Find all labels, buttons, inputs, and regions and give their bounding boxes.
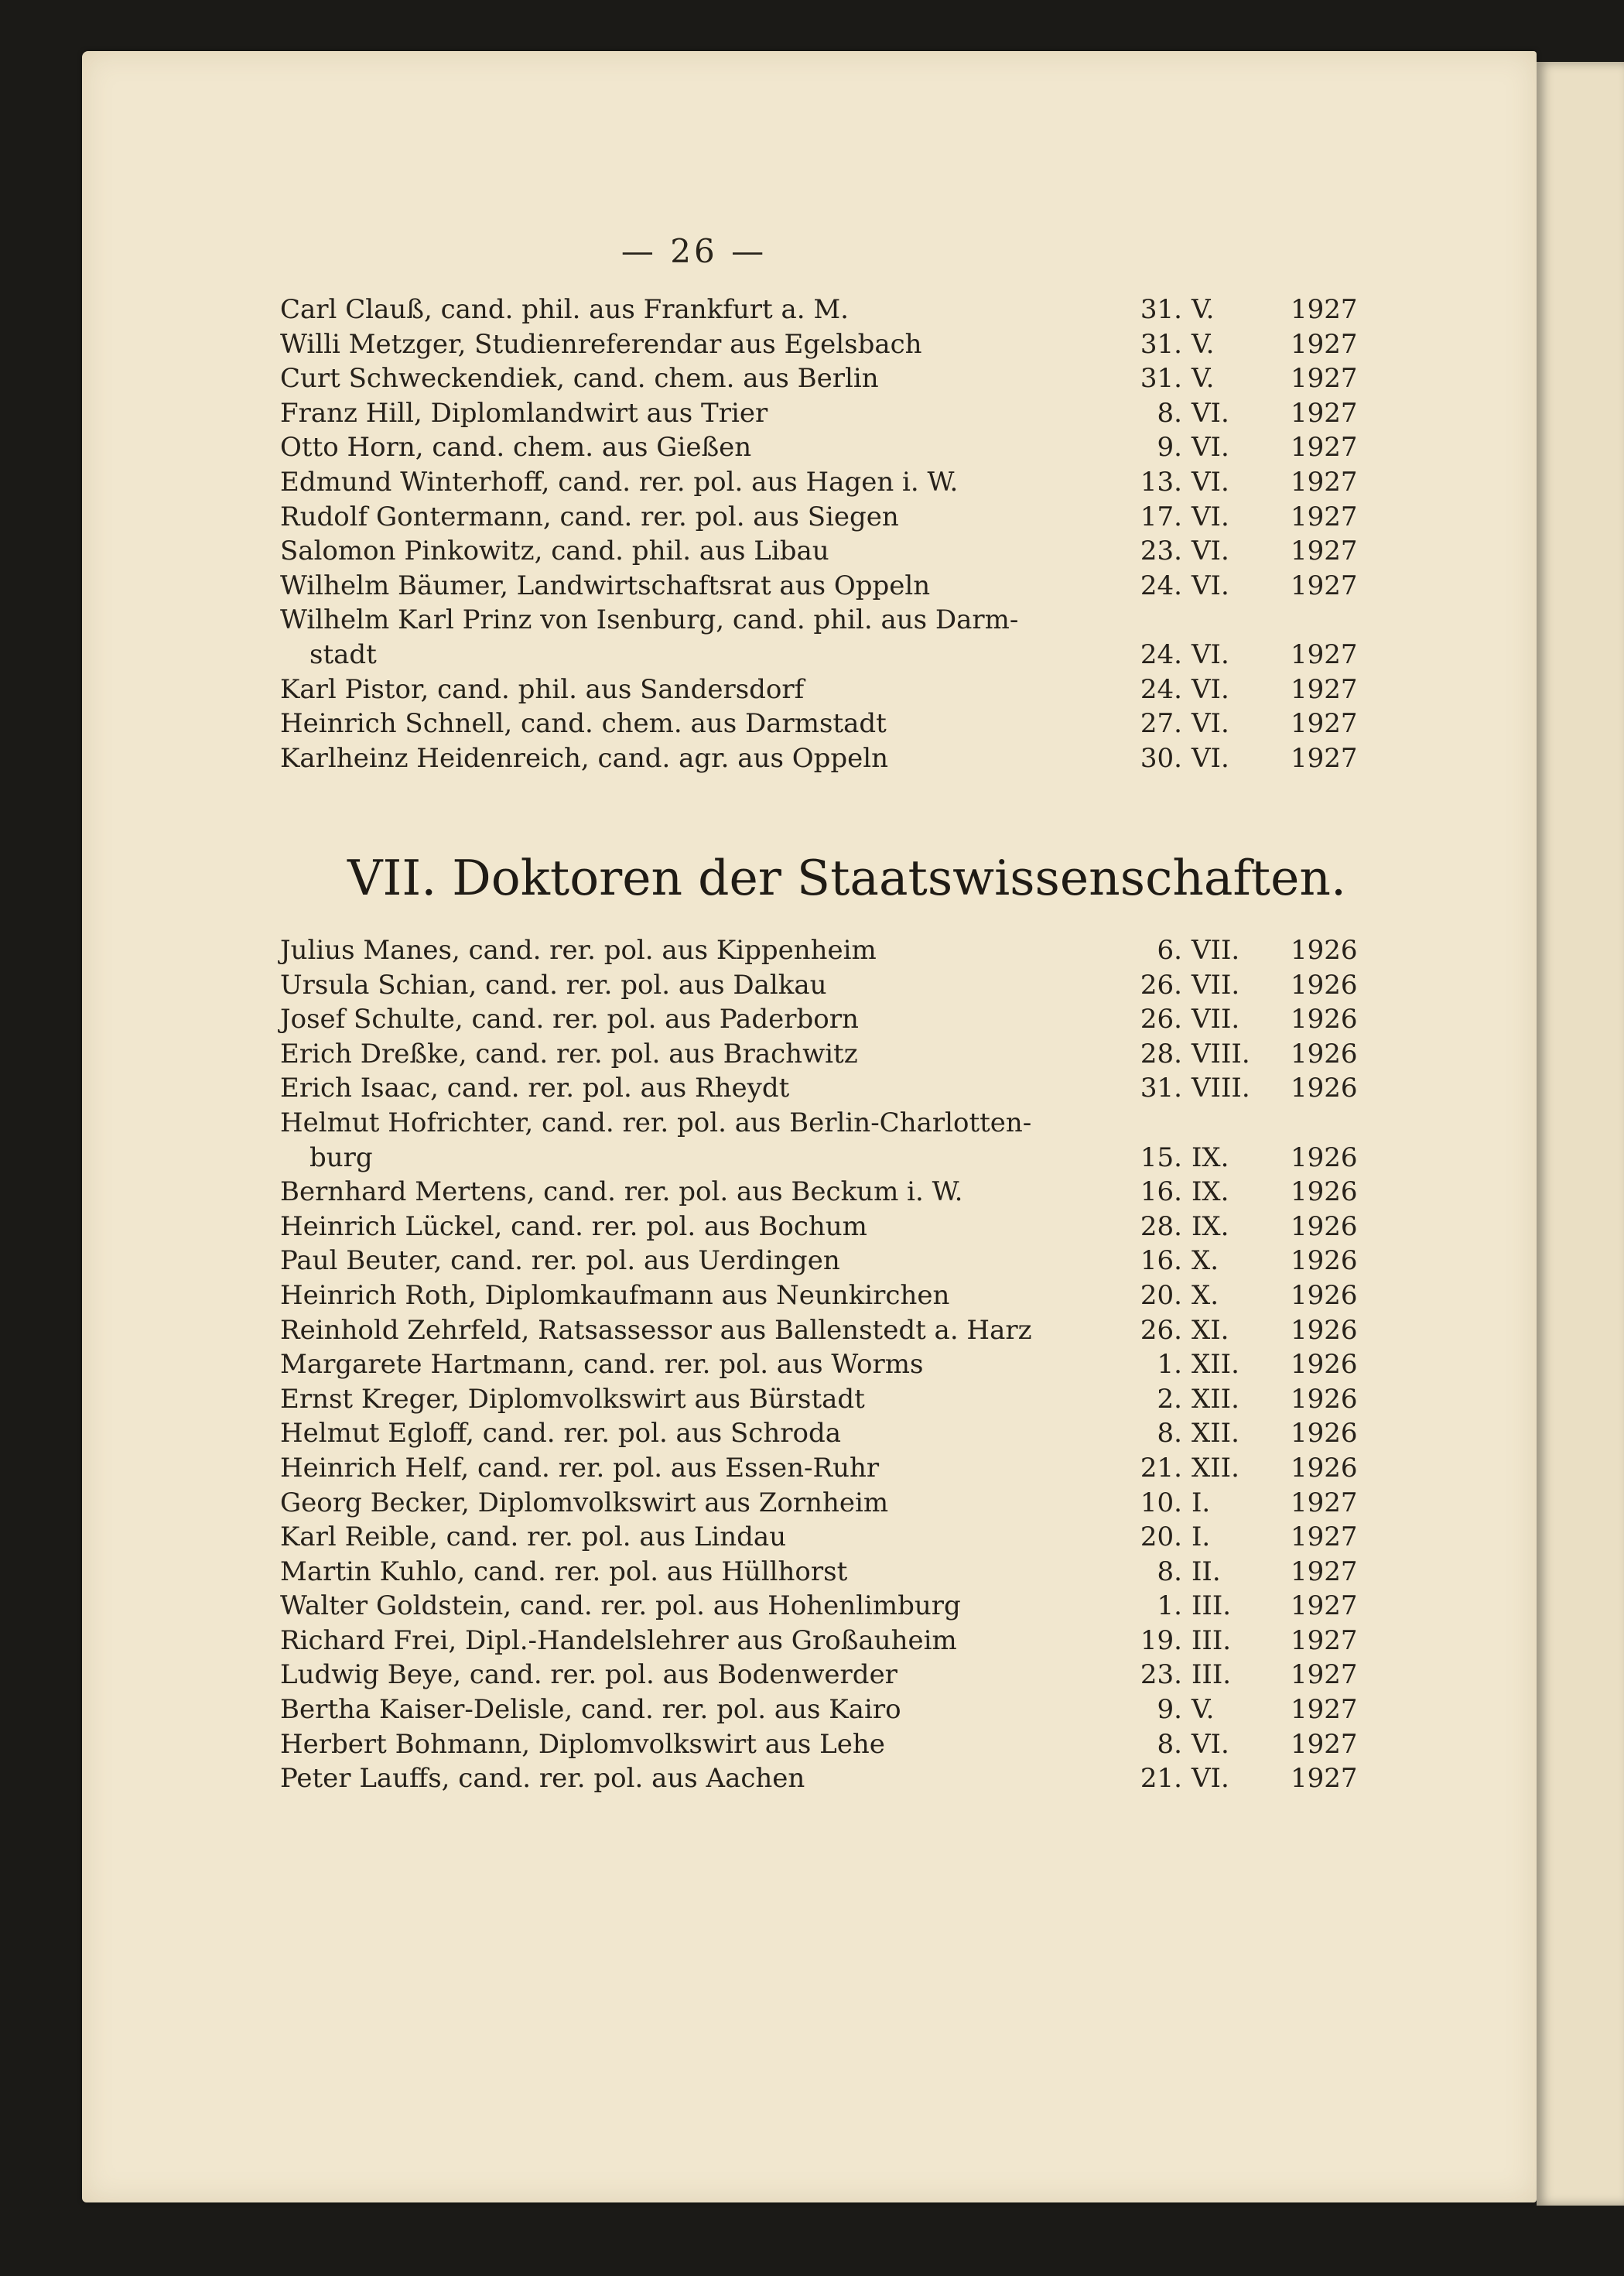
list-item bbox=[280, 500, 1358, 535]
entry-day: 24. bbox=[1140, 638, 1182, 670]
entry-name: Richard Frei, Dipl.-Handelslehrer aus Großauheim bbox=[280, 1624, 957, 1656]
entry-name: Erich Dreßke, cand. rer. pol. aus Brachwitz bbox=[280, 1038, 858, 1070]
entry-month: VI. bbox=[1192, 673, 1229, 705]
entry-month: IX. bbox=[1192, 1141, 1229, 1173]
entry-month: VI. bbox=[1192, 1728, 1229, 1760]
entry-name: Heinrich Helf, cand. rer. pol. aus Essen-Ruhr bbox=[280, 1452, 880, 1484]
entry-day: 8. bbox=[1157, 1418, 1182, 1449]
entry-day: 23. bbox=[1140, 536, 1182, 567]
entry-name: Karlheinz Heidenreich, cand. agr. aus Oppeln bbox=[280, 742, 889, 774]
entry-month: I. bbox=[1192, 1521, 1211, 1553]
entry-month: VI. bbox=[1192, 397, 1229, 429]
list-item bbox=[280, 1451, 1358, 1486]
entry-month: VIII. bbox=[1192, 1038, 1250, 1070]
entry-name: Carl Clauß, cand. phil. aus Frankfurt a. M. bbox=[280, 294, 849, 325]
entry-name: Heinrich Schnell, cand. chem. aus Darmstadt bbox=[280, 708, 887, 740]
list-item bbox=[280, 430, 1358, 465]
list-item bbox=[280, 293, 1358, 327]
entry-year: 1926 bbox=[1291, 1004, 1358, 1035]
entry-name: Martin Kuhlo, cand. rer. pol. aus Hüllhorst bbox=[280, 1556, 848, 1587]
list-item bbox=[280, 968, 1358, 1003]
entry-year: 1926 bbox=[1291, 1038, 1358, 1070]
entry-name: burg bbox=[309, 1141, 373, 1173]
entry-name: Heinrich Lückel, cand. rer. pol. aus Bochum bbox=[280, 1210, 867, 1242]
entry-year: 1926 bbox=[1291, 1141, 1358, 1173]
entry-name: Helmut Egloff, cand. rer. pol. aus Schroda bbox=[280, 1418, 841, 1449]
entry-month: III. bbox=[1192, 1624, 1232, 1656]
entry-year: 1927 bbox=[1291, 1590, 1358, 1622]
entry-name: Karl Pistor, cand. phil. aus Sandersdorf bbox=[280, 673, 805, 705]
entry-month: V. bbox=[1192, 1694, 1215, 1726]
entry-year: 1926 bbox=[1291, 1210, 1358, 1242]
list-item bbox=[280, 1071, 1358, 1106]
entry-day: 21. bbox=[1140, 1452, 1182, 1484]
entry-year: 1927 bbox=[1291, 708, 1358, 740]
entry-month: V. bbox=[1192, 363, 1215, 395]
entry-day: 24. bbox=[1140, 570, 1182, 601]
list-item bbox=[280, 361, 1358, 396]
entry-day: 17. bbox=[1140, 501, 1182, 532]
entry-year: 1927 bbox=[1291, 742, 1358, 774]
list-item bbox=[280, 1692, 1358, 1727]
entry-name: Paul Beuter, cand. rer. pol. aus Uerdingen bbox=[280, 1245, 840, 1277]
entry-month: I. bbox=[1192, 1487, 1211, 1518]
list-item bbox=[280, 673, 1358, 707]
list-item bbox=[280, 1624, 1358, 1658]
entry-name: Wilhelm Bäumer, Landwirtschaftsrat aus Oppeln bbox=[280, 570, 931, 601]
entry-day: 16. bbox=[1140, 1245, 1182, 1277]
entry-day: 6. bbox=[1157, 935, 1182, 966]
list-item bbox=[280, 1037, 1358, 1072]
entry-year: 1927 bbox=[1291, 432, 1358, 464]
list-item bbox=[280, 1313, 1358, 1348]
entry-year: 1926 bbox=[1291, 935, 1358, 966]
entry-name: Curt Schweckendiek, cand. chem. aus Berlin bbox=[280, 363, 879, 395]
entry-day: 9. bbox=[1157, 1694, 1182, 1726]
entry-day: 31. bbox=[1140, 1073, 1182, 1104]
entry-month: III. bbox=[1192, 1590, 1232, 1622]
entry-year: 1926 bbox=[1291, 1176, 1358, 1208]
entry-name: Margarete Hartmann, cand. rer. pol. aus Worms bbox=[280, 1349, 924, 1381]
list-item bbox=[280, 933, 1358, 968]
entry-month: VI. bbox=[1192, 570, 1229, 601]
entry-month: VIII. bbox=[1192, 1073, 1250, 1104]
entry-day: 26. bbox=[1140, 969, 1182, 1001]
entry-day: 20. bbox=[1140, 1279, 1182, 1311]
entry-day: 2. bbox=[1157, 1383, 1182, 1415]
list-item bbox=[280, 1382, 1358, 1417]
entry-year: 1926 bbox=[1291, 1073, 1358, 1104]
list-item bbox=[280, 1106, 1348, 1141]
entry-name: Ursula Schian, cand. rer. pol. aus Dalkau bbox=[280, 969, 827, 1001]
section-heading bbox=[0, 850, 1624, 906]
list-item bbox=[280, 1141, 1358, 1176]
list-item bbox=[280, 1278, 1358, 1313]
entry-day: 8. bbox=[1157, 1728, 1182, 1760]
entry-name: Bertha Kaiser-Delisle, cand. rer. pol. aus Kairo bbox=[280, 1694, 901, 1726]
list-item bbox=[280, 1727, 1358, 1762]
entry-day: 26. bbox=[1140, 1004, 1182, 1035]
list-item bbox=[280, 1347, 1358, 1382]
list-item bbox=[280, 569, 1358, 604]
entry-name: Franz Hill, Diplomlandwirt aus Trier bbox=[280, 397, 768, 429]
list-item bbox=[280, 603, 1348, 638]
entry-day: 9. bbox=[1157, 432, 1182, 464]
entry-month: XII. bbox=[1192, 1452, 1239, 1484]
entry-month: VI. bbox=[1192, 501, 1229, 532]
entry-year: 1926 bbox=[1291, 969, 1358, 1001]
list-item bbox=[280, 1244, 1358, 1278]
entry-name: Ludwig Beye, cand. rer. pol. aus Bodenwerder bbox=[280, 1659, 897, 1691]
entry-month: X. bbox=[1192, 1245, 1219, 1277]
entry-month: III. bbox=[1192, 1659, 1232, 1691]
entry-name: Walter Goldstein, cand. rer. pol. aus Hohenlimburg bbox=[280, 1590, 961, 1622]
entry-year: 1927 bbox=[1291, 1556, 1358, 1587]
entry-day: 23. bbox=[1140, 1659, 1182, 1691]
entry-day: 10. bbox=[1140, 1487, 1182, 1518]
entry-year: 1926 bbox=[1291, 1279, 1358, 1311]
entry-name: Wilhelm Karl Prinz von Isenburg, cand. phil. aus Darm- bbox=[280, 604, 1019, 636]
entry-month: VII. bbox=[1192, 1004, 1240, 1035]
entry-year: 1926 bbox=[1291, 1245, 1358, 1277]
entry-month: V. bbox=[1192, 328, 1215, 360]
entry-month: VI. bbox=[1192, 638, 1229, 670]
entry-year: 1927 bbox=[1291, 466, 1358, 498]
entry-year: 1926 bbox=[1291, 1418, 1358, 1449]
entry-day: 16. bbox=[1140, 1176, 1182, 1208]
list-item bbox=[280, 1175, 1358, 1210]
list-item bbox=[280, 1210, 1358, 1244]
entry-month: V. bbox=[1192, 294, 1215, 325]
entry-day: 19. bbox=[1140, 1624, 1182, 1656]
doctor-list-section-2 bbox=[280, 933, 1358, 1796]
entry-year: 1927 bbox=[1291, 1487, 1358, 1518]
list-item bbox=[280, 1520, 1358, 1555]
entry-month: IX. bbox=[1192, 1176, 1229, 1208]
list-item bbox=[280, 741, 1358, 776]
entry-day: 1. bbox=[1157, 1349, 1182, 1381]
list-item bbox=[280, 396, 1358, 431]
entry-year: 1927 bbox=[1291, 397, 1358, 429]
entry-year: 1927 bbox=[1291, 328, 1358, 360]
entry-month: IX. bbox=[1192, 1210, 1229, 1242]
entry-day: 15. bbox=[1140, 1141, 1182, 1173]
list-item bbox=[280, 465, 1358, 500]
list-item bbox=[280, 1002, 1358, 1037]
entry-day: 26. bbox=[1140, 1314, 1182, 1346]
entry-name: Erich Isaac, cand. rer. pol. aus Rheydt bbox=[280, 1073, 790, 1104]
entry-year: 1926 bbox=[1291, 1383, 1358, 1415]
page-number bbox=[0, 232, 1624, 270]
entry-name: Salomon Pinkowitz, cand. phil. aus Libau bbox=[280, 536, 829, 567]
entry-day: 13. bbox=[1140, 466, 1182, 498]
list-item bbox=[280, 1486, 1358, 1521]
entry-year: 1927 bbox=[1291, 1694, 1358, 1726]
entry-name: Josef Schulte, cand. rer. pol. aus Paderborn bbox=[280, 1004, 859, 1035]
entry-name: Georg Becker, Diplomvolkswirt aus Zornheim bbox=[280, 1487, 889, 1518]
entry-month: XI. bbox=[1192, 1314, 1229, 1346]
entry-month: X. bbox=[1192, 1279, 1219, 1311]
entry-year: 1927 bbox=[1291, 363, 1358, 395]
entry-year: 1927 bbox=[1291, 673, 1358, 705]
list-item bbox=[280, 1416, 1358, 1451]
list-item bbox=[280, 638, 1358, 673]
entry-name: Rudolf Gontermann, cand. rer. pol. aus Siegen bbox=[280, 501, 899, 532]
entry-day: 31. bbox=[1140, 328, 1182, 360]
page-number-text: — 26 — bbox=[621, 232, 768, 270]
entry-day: 8. bbox=[1157, 1556, 1182, 1587]
entry-name: Reinhold Zehrfeld, Ratsassessor aus Ballenstedt a. Harz bbox=[280, 1314, 1032, 1346]
entry-year: 1927 bbox=[1291, 570, 1358, 601]
entry-month: XII. bbox=[1192, 1418, 1239, 1449]
section-heading-text: VII. Doktoren der Staatswissenschaften. bbox=[347, 850, 1347, 906]
entry-month: XII. bbox=[1192, 1349, 1239, 1381]
list-item bbox=[280, 1589, 1358, 1624]
entry-day: 30. bbox=[1140, 742, 1182, 774]
entry-name: Julius Manes, cand. rer. pol. aus Kippenheim bbox=[280, 935, 877, 966]
entry-name: Helmut Hofrichter, cand. rer. pol. aus Berlin-Charlotten- bbox=[280, 1107, 1032, 1138]
entry-day: 31. bbox=[1140, 294, 1182, 325]
entry-day: 1. bbox=[1157, 1590, 1182, 1622]
doctor-list-section-1 bbox=[280, 293, 1358, 775]
entry-day: 27. bbox=[1140, 708, 1182, 740]
entry-year: 1927 bbox=[1291, 1728, 1358, 1760]
entry-year: 1926 bbox=[1291, 1314, 1358, 1346]
entry-month: VII. bbox=[1192, 935, 1240, 966]
entry-month: VI. bbox=[1192, 708, 1229, 740]
entry-month: VI. bbox=[1192, 1763, 1229, 1795]
entry-name: Heinrich Roth, Diplomkaufmann aus Neunkirchen bbox=[280, 1279, 950, 1311]
entry-year: 1927 bbox=[1291, 501, 1358, 532]
entry-month: VII. bbox=[1192, 969, 1240, 1001]
adjacent-page-edge bbox=[1537, 62, 1624, 2206]
entry-day: 8. bbox=[1157, 397, 1182, 429]
list-item bbox=[280, 1658, 1358, 1692]
entry-year: 1927 bbox=[1291, 1521, 1358, 1553]
entry-year: 1926 bbox=[1291, 1452, 1358, 1484]
entry-month: VI. bbox=[1192, 742, 1229, 774]
entry-day: 28. bbox=[1140, 1210, 1182, 1242]
entry-month: II. bbox=[1192, 1556, 1221, 1587]
entry-month: VI. bbox=[1192, 432, 1229, 464]
entry-name: Ernst Kreger, Diplomvolkswirt aus Bürstadt bbox=[280, 1383, 865, 1415]
entry-name: Otto Horn, cand. chem. aus Gießen bbox=[280, 432, 752, 464]
entry-month: VI. bbox=[1192, 466, 1229, 498]
entry-name: Peter Lauffs, cand. rer. pol. aus Aachen bbox=[280, 1763, 805, 1795]
entry-year: 1927 bbox=[1291, 294, 1358, 325]
entry-day: 24. bbox=[1140, 673, 1182, 705]
entry-name: stadt bbox=[309, 638, 377, 670]
entry-name: Karl Reible, cand. rer. pol. aus Lindau bbox=[280, 1521, 787, 1553]
entry-year: 1926 bbox=[1291, 1349, 1358, 1381]
entry-month: VI. bbox=[1192, 536, 1229, 567]
entry-year: 1927 bbox=[1291, 1624, 1358, 1656]
list-item bbox=[280, 534, 1358, 569]
entry-year: 1927 bbox=[1291, 1763, 1358, 1795]
list-item bbox=[280, 1555, 1358, 1590]
entry-name: Herbert Bohmann, Diplomvolkswirt aus Lehe bbox=[280, 1728, 885, 1760]
entry-day: 20. bbox=[1140, 1521, 1182, 1553]
list-item bbox=[280, 707, 1358, 741]
entry-year: 1927 bbox=[1291, 536, 1358, 567]
entry-day: 28. bbox=[1140, 1038, 1182, 1070]
entry-day: 21. bbox=[1140, 1763, 1182, 1795]
entry-name: Edmund Winterhoff, cand. rer. pol. aus Hagen i. W. bbox=[280, 466, 959, 498]
entry-year: 1927 bbox=[1291, 638, 1358, 670]
list-item bbox=[280, 327, 1358, 362]
entry-name: Bernhard Mertens, cand. rer. pol. aus Beckum i. W. bbox=[280, 1176, 963, 1208]
entry-year: 1927 bbox=[1291, 1659, 1358, 1691]
entry-day: 31. bbox=[1140, 363, 1182, 395]
entry-name: Willi Metzger, Studienreferendar aus Egelsbach bbox=[280, 328, 922, 360]
list-item bbox=[280, 1761, 1358, 1796]
entry-month: XII. bbox=[1192, 1383, 1239, 1415]
